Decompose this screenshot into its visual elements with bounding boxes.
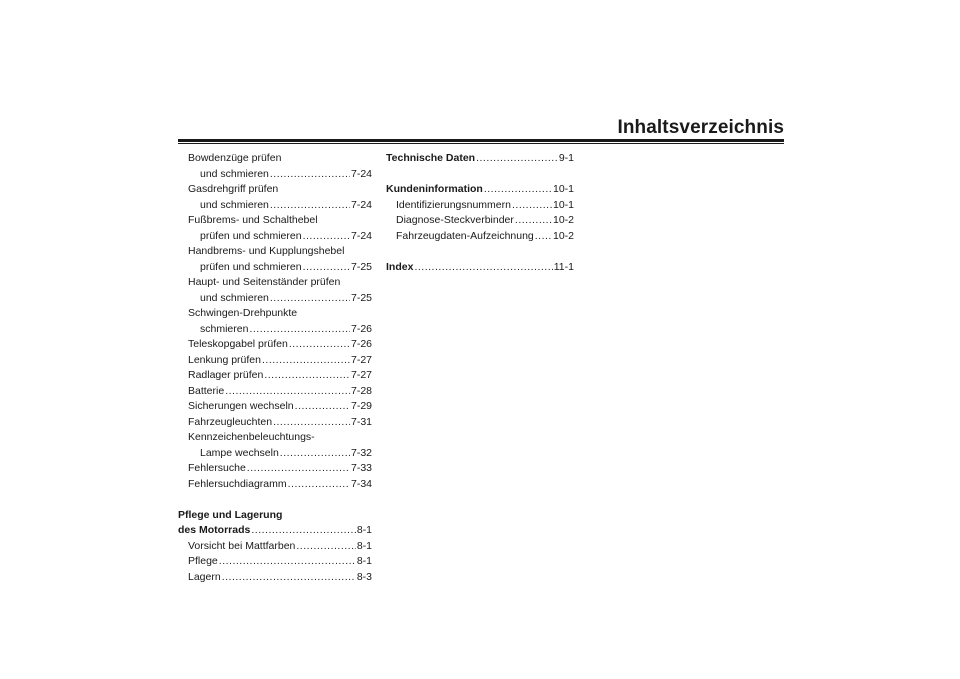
- toc-right-column: [386, 151, 574, 275]
- page-number: 10-2: [552, 229, 574, 242]
- toc-entry-cont[interactable]: und schmieren ..... 7-24: [178, 198, 372, 214]
- page-number: 7-25: [350, 260, 372, 273]
- page-number: 7-28: [350, 384, 372, 397]
- toc-entry[interactable]: Fahrzeugdaten-Aufzeichnung ..... 10-2: [386, 229, 574, 245]
- toc-entry-cont[interactable]: Lampe wechseln ..... 7-32: [178, 446, 372, 462]
- page-number: 7-34: [350, 477, 372, 490]
- page-title: Inhaltsverzeichnis: [617, 117, 784, 138]
- toc-entry-cont[interactable]: und schmieren ..... 7-25: [178, 291, 372, 307]
- toc-section-title[interactable]: Index ..... 11-1: [386, 260, 574, 276]
- toc-entry-cont[interactable]: prüfen und schmieren ..... 7-25: [178, 260, 372, 276]
- toc-entry[interactable]: Batterie ..... 7-28: [178, 384, 372, 400]
- toc-entry[interactable]: Kennzeichenbeleuchtungs-: [188, 431, 315, 443]
- page-number: 8-3: [356, 570, 372, 583]
- page-number: 7-26: [350, 338, 372, 350]
- page-number: 7-24: [350, 198, 372, 211]
- page-number: 7-33: [350, 462, 372, 474]
- page-number: 8-1: [356, 539, 372, 552]
- toc-entry[interactable]: Pflege ..... 8-1: [178, 554, 372, 570]
- page-number: 7-26: [350, 322, 372, 335]
- page-number: 9-1: [558, 152, 574, 164]
- toc-entry-cont[interactable]: prüfen und schmieren ..... 7-24: [178, 229, 372, 245]
- toc-entry[interactable]: Identifizierungsnummern ..... 10-1: [386, 198, 574, 214]
- toc-entry-cont[interactable]: schmieren ..... 7-26: [178, 322, 372, 338]
- page-number: 8-1: [356, 555, 372, 567]
- toc-entry[interactable]: Schwingen-Drehpunkte: [188, 307, 298, 319]
- toc-entry[interactable]: Fehlersuche ..... 7-33: [178, 461, 372, 477]
- page-number: 11-1: [553, 260, 574, 273]
- toc-section-title[interactable]: Technische Daten ..... 9-1: [386, 151, 574, 167]
- toc-entry[interactable]: Diagnose-Steckverbinder ..... 10-2: [386, 213, 574, 229]
- toc-entry[interactable]: Radlager prüfen ..... 7-27: [178, 368, 372, 384]
- header-rule-thin: [178, 143, 784, 144]
- page-number: 10-2: [552, 214, 574, 226]
- toc-entry[interactable]: Gasdrehgriff prüfen: [188, 183, 279, 195]
- toc-entry[interactable]: Fußbrems- und Schalthebel: [188, 214, 318, 226]
- page-number: 7-27: [350, 369, 372, 381]
- toc-section-title[interactable]: Pflege und Lagerung: [178, 508, 283, 521]
- toc-entry[interactable]: Vorsicht bei Mattfarben ..... 8-1: [178, 539, 372, 555]
- page-number: 8-1: [356, 524, 372, 536]
- toc-entry[interactable]: Handbrems- und Kupplungshebel: [188, 245, 345, 257]
- toc-entry[interactable]: Haupt- und Seitenständer prüfen: [188, 276, 341, 288]
- toc-entry[interactable]: Teleskopgabel prüfen ..... 7-26: [178, 337, 372, 353]
- page-number: 10-1: [552, 183, 574, 195]
- page-number: 7-29: [350, 400, 372, 412]
- page-number: 7-27: [350, 353, 372, 366]
- page-number: 7-24: [350, 167, 372, 180]
- page-number: 7-32: [350, 446, 372, 459]
- toc-entry-cont[interactable]: und schmieren ..... 7-24: [178, 167, 372, 183]
- toc-entry[interactable]: Lenkung prüfen ..... 7-27: [178, 353, 372, 369]
- toc-left-column: [178, 151, 372, 585]
- page-number: 7-24: [350, 229, 372, 242]
- page-number: 7-25: [350, 291, 372, 304]
- header-rule: [178, 139, 784, 142]
- page-number: 10-1: [552, 198, 574, 211]
- toc-entry[interactable]: Fahrzeugleuchten ..... 7-31: [178, 415, 372, 431]
- toc-section-title[interactable]: Kundeninformation ..... 10-1: [386, 182, 574, 198]
- toc-section-title-cont[interactable]: des Motorrads ..... 8-1: [178, 523, 372, 539]
- page-number: 7-31: [350, 415, 372, 428]
- toc-entry[interactable]: Fehlersuchdiagramm ..... 7-34: [178, 477, 372, 493]
- toc-entry[interactable]: Sicherungen wechseln ..... 7-29: [178, 399, 372, 415]
- toc-entry[interactable]: Bowdenzüge prüfen: [188, 152, 282, 164]
- toc-entry[interactable]: Lagern ..... 8-3: [178, 570, 372, 586]
